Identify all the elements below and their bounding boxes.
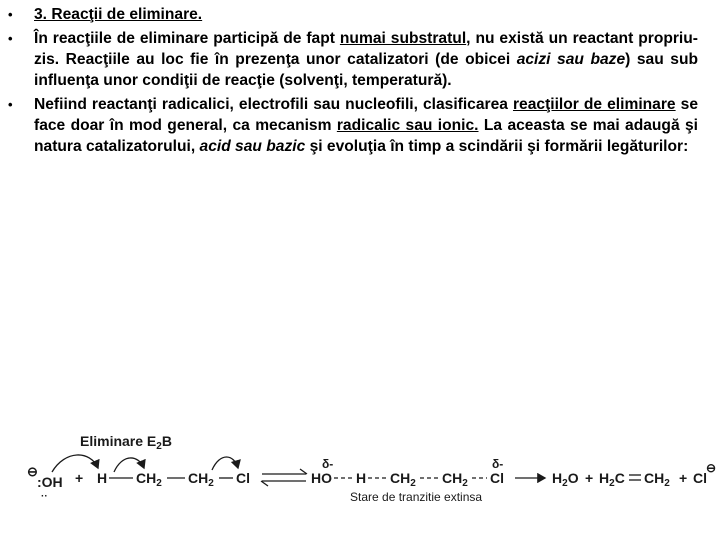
- group-ch2: $CH_2$: [136, 470, 162, 489]
- bullet-list: [8, 4, 698, 160]
- equilibrium-arrow-head: [261, 481, 268, 486]
- partial-charge: δ-: [322, 457, 334, 471]
- group-ch2: $CH_2$: [442, 470, 468, 489]
- bullet-item: [8, 28, 698, 91]
- product-water: $H_2O$: [552, 470, 579, 489]
- bullet-item: [8, 94, 698, 157]
- group-ho: HO: [311, 470, 332, 486]
- chloride-charge: ⊖: [706, 461, 717, 475]
- product-alkene-left: $H_2C$: [599, 470, 625, 489]
- scheme-title: Eliminare $E_2B$: [80, 433, 172, 452]
- transition-state-label: Stare de tranzitie extinsa: [350, 490, 483, 504]
- hydroxide-ion: :OH: [37, 474, 63, 490]
- plus-sign: +: [75, 470, 84, 486]
- group-ch2: $CH_2$: [390, 470, 416, 489]
- hydroxide-charge: ⊖: [27, 464, 38, 479]
- bullet-text: [34, 28, 698, 91]
- group-ch2: $CH_2$: [188, 470, 214, 489]
- text-segment: La aceasta se mai adaugă şi natura catalizatorului,: [34, 117, 699, 155]
- bullet-marker: •: [8, 31, 13, 46]
- text-segment: În reacţiile de eliminare participă de fapt: [34, 30, 340, 47]
- atom-cl: Cl: [236, 470, 250, 486]
- chloride-ion: Cl: [693, 470, 707, 486]
- text-segment: se face doar în mod general, ca mecanism: [34, 96, 698, 134]
- atom-h: H: [97, 470, 108, 486]
- bullet-item: [8, 4, 698, 25]
- text-segment: , nu există un reactant propriu-zis. Reacţiile au loc fie în prezenţa unor catalizatori (de obicei: [34, 30, 698, 68]
- bullet-text: [34, 4, 698, 25]
- curved-arrow: [212, 457, 238, 470]
- bullet-marker: •: [8, 7, 13, 22]
- italic-segment: acid sau bazic: [199, 138, 306, 155]
- product-alkene-right: $CH_2$: [644, 470, 670, 489]
- section-heading: 3. Reacţii de eliminare.: [34, 6, 203, 23]
- partial-charge: δ-: [492, 457, 504, 471]
- plus-sign: +: [679, 470, 688, 486]
- bullet-text: [34, 94, 698, 157]
- atom-h: H: [356, 470, 367, 486]
- bullet-marker: •: [8, 97, 13, 112]
- italic-segment: acizi sau baze: [516, 51, 626, 68]
- text-segment: şi evoluţia în timp a scindării şi formării legăturilor:: [305, 138, 689, 155]
- underlined-segment: radicalic sau ionic.: [336, 117, 479, 134]
- underlined-segment: numai substratul: [339, 30, 467, 47]
- text-segment: Nefiind reactanţi radicalici, electrofili sau nucleofili, clasificarea: [34, 96, 513, 113]
- equilibrium-arrow-head: [300, 469, 307, 474]
- lone-pair-dots: ··: [41, 491, 48, 502]
- elimination-scheme: [0, 410, 720, 520]
- text-segment: ) sau sub influenţa unor condiţii de reacţie (solvenţi, temperatură).: [34, 51, 699, 89]
- underlined-segment: reacţiilor de eliminare: [512, 96, 676, 113]
- atom-cl: Cl: [490, 470, 504, 486]
- plus-sign: +: [585, 470, 594, 486]
